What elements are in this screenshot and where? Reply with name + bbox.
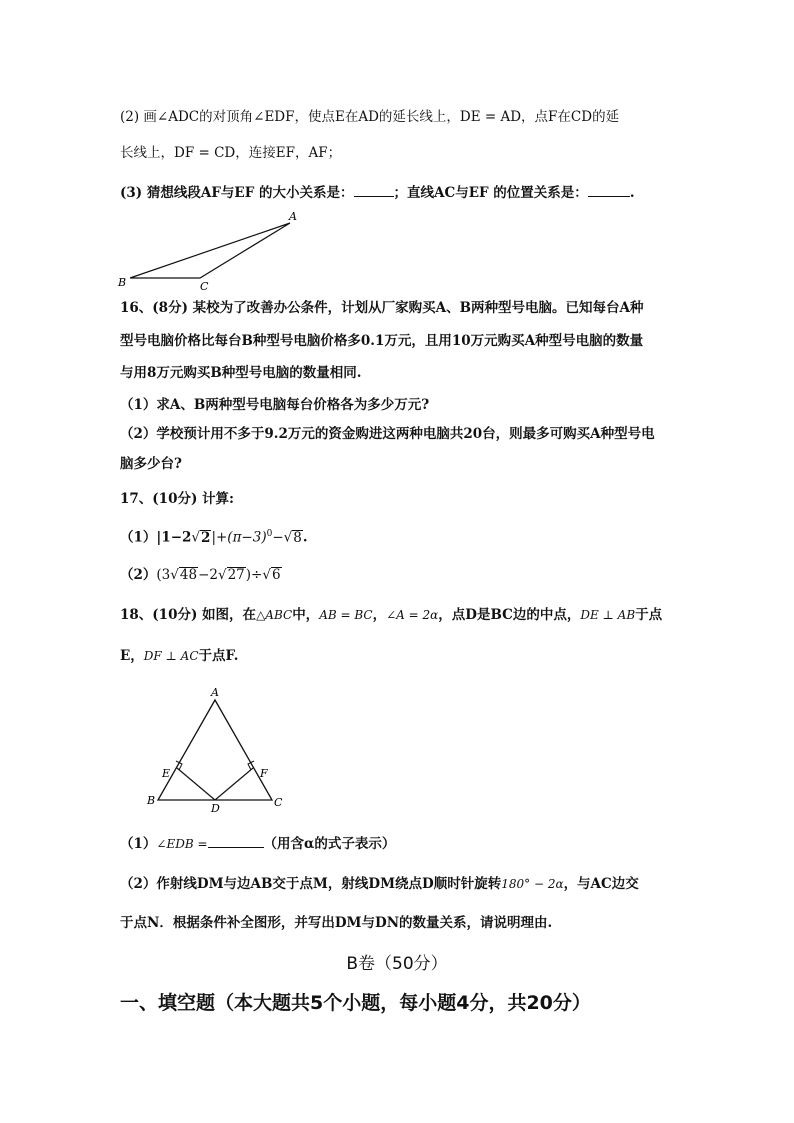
q17-text: 17、(10分) 计算:	[120, 491, 235, 507]
label-e: E	[162, 767, 171, 780]
q17-p2-radicand-3: 6	[271, 567, 281, 583]
q18-math-ab-bc: AB = BC	[319, 608, 373, 622]
sqrt-icon: √	[283, 529, 293, 546]
q18-math-df-perp: DF ⊥ AC	[143, 649, 199, 663]
q17-p1-a: |1−2	[156, 529, 192, 546]
q17-p1-b: |+(π−3)	[211, 529, 267, 546]
q16-text: （2）学校预计用不多于9.2万元的资金购进这两种电脑共20台，则最多可购买A种型号电	[120, 426, 655, 442]
label-a: A	[211, 686, 219, 699]
q18-part-1	[120, 833, 680, 854]
label-a: A	[289, 210, 297, 223]
q18-text: E，	[120, 648, 144, 664]
q17-p1-label: （1）	[120, 529, 157, 546]
label-b: B	[118, 276, 127, 289]
q18-p1-math: ∠EDB =	[156, 837, 208, 851]
label-f: F	[260, 767, 268, 780]
answer-blank	[588, 182, 630, 197]
q16-part-2b	[120, 454, 680, 474]
q18-figure-triangle	[140, 684, 290, 814]
q16-text: 型号电脑价格比每台B种型号电脑价格多0.1万元，且用10万元购买A种型号电脑的数量	[120, 333, 644, 349]
q17-p1-radicand-1: 2	[201, 529, 211, 546]
q17-part-1	[120, 524, 680, 548]
q18-line-1	[120, 605, 680, 625]
q18-math-angle-a: ∠A = 2α	[386, 608, 439, 622]
q17-p1-c: −	[272, 529, 284, 546]
q17-title	[120, 489, 680, 509]
q18-text: 于点N．根据条件补全图形，并写出DM与DN的数量关系，请说明理由.	[120, 915, 553, 931]
q17-p2-radicand-2: 27	[227, 567, 245, 583]
q15-line-3	[120, 182, 680, 203]
q17-p1-end: .	[302, 529, 308, 546]
label-b: B	[147, 794, 156, 807]
sqrt-icon: √	[170, 567, 179, 583]
segment-df	[215, 768, 253, 800]
q18-math-de-perp: DE ⊥ AB	[580, 608, 636, 622]
q18-part-2b	[120, 913, 680, 933]
label-d: D	[211, 802, 220, 814]
triangle-abc	[130, 223, 290, 278]
q16-text: 16、(8分) 某校为了改善办公条件，计划从厂家购买A、B两种型号电脑。已知每台A种	[120, 300, 644, 316]
q17-p2-a: (3	[156, 567, 171, 583]
q16-part-2a	[120, 424, 680, 444]
label-c: C	[200, 280, 209, 292]
q18-part-2a	[120, 874, 680, 894]
sqrt-icon: √	[262, 567, 271, 583]
part-b-title: B卷（50分）	[346, 954, 448, 974]
q15-line3-end: .	[629, 185, 635, 201]
q18-text: 中，	[292, 607, 320, 623]
label-c: C	[274, 796, 283, 809]
sqrt-icon: √	[217, 567, 227, 583]
q16-line-1	[120, 298, 680, 318]
q17-part-2	[120, 565, 680, 585]
q16-line-3	[120, 363, 680, 383]
q18-p2-math: 180° − 2α	[501, 877, 564, 891]
q18-text: 于点F.	[198, 648, 239, 664]
q18-text: 于点	[635, 607, 663, 623]
q18-p1-label: （1）	[120, 836, 157, 852]
q16-text: 与用8万元购买B种型号电脑的数量相同.	[120, 365, 362, 381]
q17-p2-radicand-1: 48	[179, 567, 198, 583]
sqrt-icon: √	[191, 529, 201, 546]
q15-line3-pre: (3) 猜想线段AF与EF 的大小关系是：	[120, 185, 354, 201]
q15-line-2b	[120, 143, 680, 163]
q17-p2-b: −2	[198, 567, 218, 583]
q15-line3-mid: ；直线AC与EF 的位置关系是：	[393, 185, 588, 201]
q15-text: (2) 画∠ADC的对顶角∠EDF，使点E在AD的延长线上，DE = AD，点F在CD的延	[120, 109, 620, 125]
section-title: 一、填空题（本大题共5个小题，每小题4分，共20分）	[120, 992, 591, 1014]
q18-text: ，点D是BC边的中点，	[438, 607, 581, 623]
q17-p1-exp: 0	[266, 529, 273, 539]
q17-p2-label: （2）	[120, 567, 157, 583]
q16-text: 脑多少台?	[120, 456, 182, 472]
triangle-abc	[158, 700, 272, 800]
q16-text: （1）求A、B两种型号电脑每台价格各为多少万元?	[120, 397, 430, 413]
q18-p1-note: （用含α的式子表示）	[263, 836, 396, 852]
q18-text: ，与AC边交	[563, 876, 639, 892]
q18-math-triangle: △ABC	[256, 608, 293, 622]
q18-line-2	[120, 646, 680, 666]
q15-figure-triangle	[110, 208, 310, 292]
q15-text: 长线上，DF = CD，连接EF，AF；	[120, 145, 342, 161]
q17-p1-radicand-2: 8	[293, 529, 302, 546]
q17-p2-c: )÷	[245, 567, 263, 583]
q16-line-2	[120, 331, 680, 351]
q16-part-1	[120, 395, 680, 415]
q18-text: （2）作射线DM与边AB交于点M，射线DM绕点D顺时针旋转	[120, 876, 502, 892]
q15-line-2a	[120, 107, 680, 127]
segment-de	[177, 768, 215, 800]
answer-blank	[208, 833, 264, 848]
q18-text: 18、(10分) 如图，在	[120, 607, 257, 623]
answer-blank	[354, 182, 394, 197]
q18-text: ，	[372, 607, 387, 623]
